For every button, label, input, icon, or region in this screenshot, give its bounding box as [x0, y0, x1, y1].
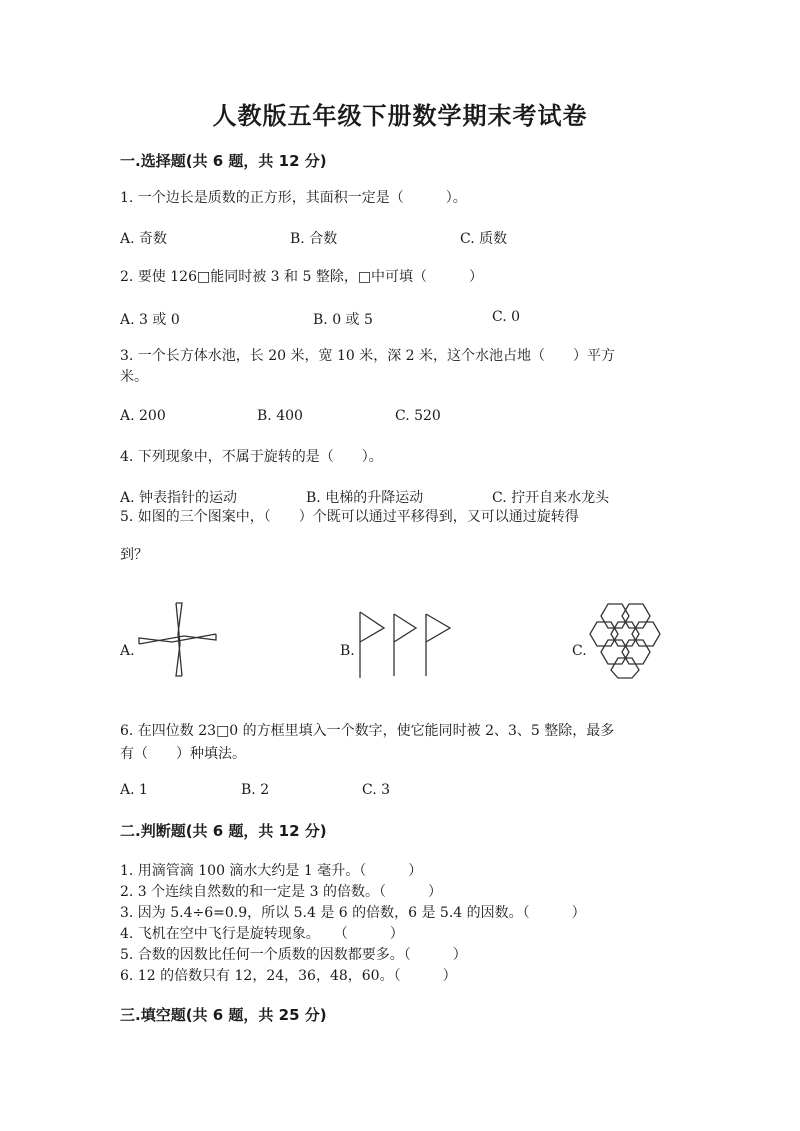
question-6-line-2: 有（ ）种填法。: [120, 746, 246, 762]
judgement-item: 4. 飞机在空中飞行是旋转现象。 （ ）: [120, 926, 404, 942]
q4-option-b: B. 电梯的升降运动: [306, 490, 424, 506]
q4-option-c: C. 拧开自来水龙头: [492, 490, 610, 506]
q4-option-a: A. 钟表指针的运动: [120, 490, 238, 506]
hexagon-1: [601, 604, 629, 628]
hexagon-6: [601, 640, 629, 664]
question-6-line-1: 6. 在四位数 23□0 的方框里填入一个数字，使它能同时被 2、3、5 整除，最多: [120, 723, 615, 739]
hexagon-2: [622, 604, 650, 628]
q2-option-c: C. 0: [492, 309, 521, 325]
judgement-item: 6. 12 的倍数只有 12，24，36，48，60。（ ）: [120, 968, 457, 984]
flag-1: [360, 612, 384, 642]
question-3-line-1: 3. 一个长方体水池，长 20 米，宽 10 米，深 2 米，这个水池占地（ ）平方: [120, 348, 616, 364]
question-1: 1. 一个边长是质数的正方形，其面积一定是（ ）。: [120, 190, 467, 206]
section-heading-choice: 一.选择题(共 6 题，共 12 分): [120, 152, 327, 170]
q3-option-b: B. 400: [257, 408, 303, 424]
section-heading-judgement: 二.判断题(共 6 题，共 12 分): [120, 822, 327, 840]
flag-3: [426, 614, 450, 642]
hexagon-cluster-figure: [588, 600, 672, 680]
q1-option-c: C. 质数: [460, 231, 508, 247]
q6-option-a: A. 1: [120, 782, 148, 798]
q1-option-b: B. 合数: [290, 231, 338, 247]
question-2: 2. 要使 126□能同时被 3 和 5 整除，□中可填（ ）: [120, 269, 484, 285]
hexagon-5: [632, 622, 660, 646]
judgement-item: 1. 用滴管滴 100 滴水大约是 1 毫升。（ ）: [120, 863, 423, 879]
question-3-line-2: 米。: [120, 369, 148, 385]
q3-option-a: A. 200: [120, 408, 166, 424]
flags-figure: [354, 608, 458, 680]
question-5-line-2: 到？: [120, 547, 148, 563]
q3-option-c: C. 520: [395, 408, 441, 424]
pinwheel-figure: [136, 600, 220, 680]
hexagon-8: [611, 658, 639, 678]
question-4: 4. 下列现象中，不属于旋转的是（ ）。: [120, 449, 383, 465]
judgement-item: 5. 合数的因数比任何一个质数的因数都要多。（ ）: [120, 947, 467, 963]
question-5-line-1: 5. 如图的三个图案中，（ ）个既可以通过平移得到，又可以通过旋转得: [120, 509, 579, 525]
flag-2: [394, 614, 416, 642]
q5-option-a: A.: [120, 643, 135, 659]
q6-option-c: C. 3: [362, 782, 391, 798]
q1-option-a: A. 奇数: [120, 231, 168, 247]
q6-option-b: B. 2: [241, 782, 270, 798]
hexagon-7: [622, 640, 650, 664]
hexagon-4: [611, 622, 639, 646]
q2-option-a: A. 3 或 0: [120, 312, 180, 328]
q5-option-b: B.: [340, 643, 355, 659]
judgement-item: 2. 3 个连续自然数的和一定是 3 的倍数。（ ）: [120, 884, 442, 900]
judgement-item: 3. 因为 5.4÷6=0.9，所以 5.4 是 6 的倍数，6 是 5.4 的因数。（ ）: [120, 905, 586, 921]
hexagon-3: [590, 622, 618, 646]
q2-option-b: B. 0 或 5: [313, 312, 373, 328]
section-heading-fill-blank: 三.填空题(共 6 题，共 25 分): [120, 1006, 327, 1024]
page-title: 人教版五年级下册数学期末考试卷: [212, 102, 588, 130]
q5-option-c: C.: [572, 643, 587, 659]
